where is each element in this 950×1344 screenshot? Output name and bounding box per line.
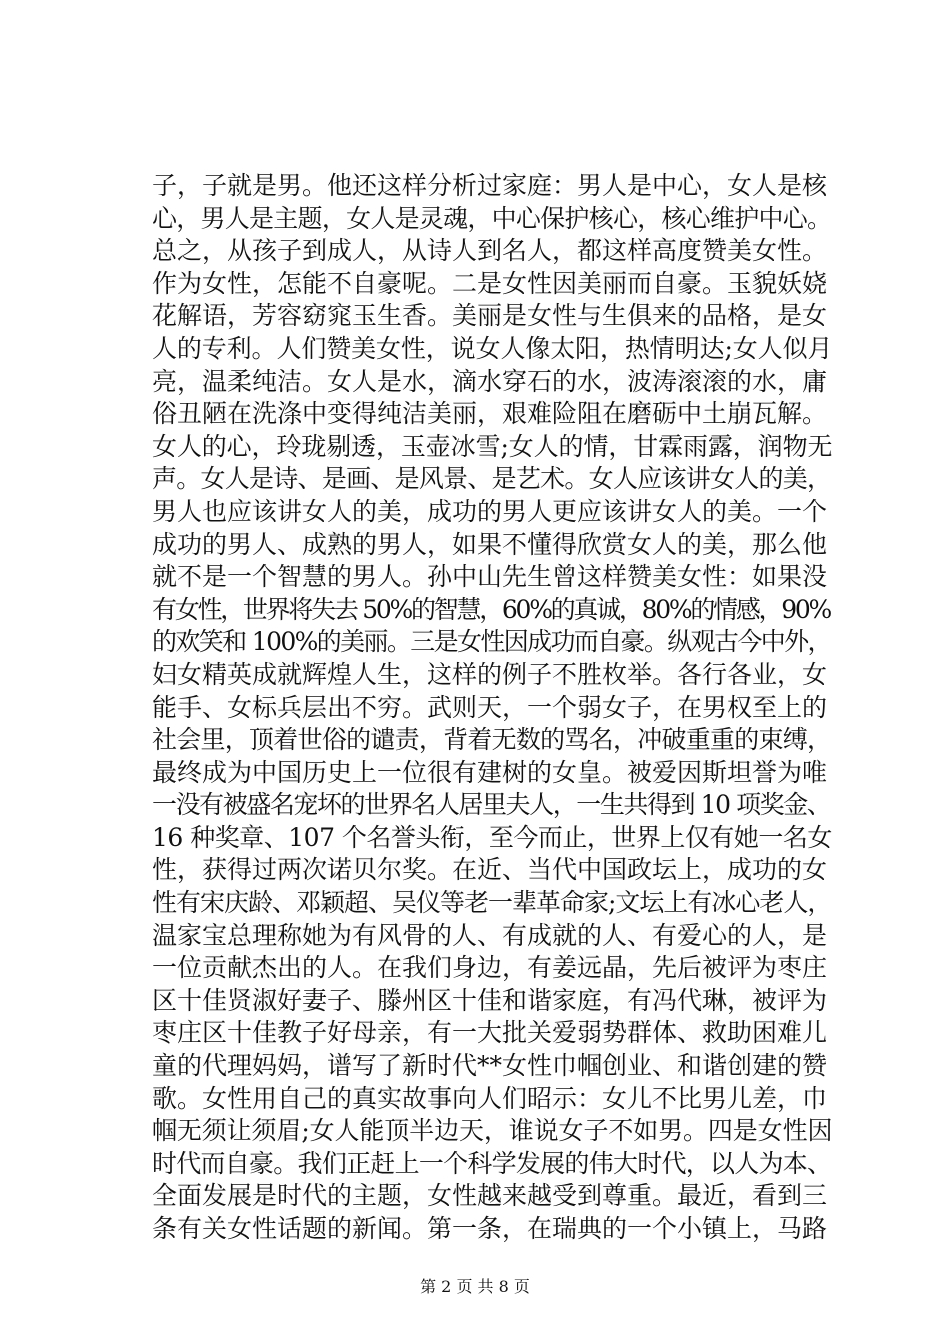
text-line: 亮，温柔纯洁。女人是水，滴水穿石的水，波涛滚滚的水，庸	[152, 366, 828, 396]
text-line: 男人也应该讲女人的美，成功的男人更应该讲女人的美。一个	[152, 496, 828, 526]
text-line: 性有宋庆龄、邓颖超、吴仪等老一辈革命家;文坛上有冰心老人，	[152, 888, 832, 918]
text-line: 全面发展是时代的主题，女性越来越受到尊重。最近，看到三	[152, 1181, 828, 1211]
text-line: 温家宝总理称她为有风骨的人、有成就的人、有爱心的人，是	[152, 920, 828, 950]
text-line: 声。女人是诗、是画、是风景、是艺术。女人应该讲女人的美，	[152, 464, 832, 494]
text-line: 童的代理妈妈，谱写了新时代**女性巾帼创业、和谐创建的赞	[152, 1051, 828, 1081]
text-line: 俗丑陋在洗涤中变得纯洁美丽，艰难险阻在磨砺中土崩瓦解。	[152, 399, 828, 429]
text-line: 时代而自豪。我们正赶上一个科学发展的伟大时代，以人为本、	[152, 1148, 832, 1178]
text-line: 性，获得过两次诺贝尔奖。在近、当代中国政坛上，成功的女	[152, 855, 828, 885]
text-line: 最终成为中国历史上一位很有建树的女皇。被爱因斯坦誉为唯	[152, 757, 828, 787]
text-line: 心，男人是主题，女人是灵魂，中心保护核心，核心维护中心。	[152, 203, 832, 233]
text-line: 枣庄区十佳教子好母亲，有一大批关爱弱势群体、救助困难儿	[152, 1018, 828, 1048]
text-line: 16 种奖章、107 个名誉头衔，至今而止，世界上仅有她一名女	[152, 822, 832, 852]
text-line: 花解语，芳容窈窕玉生香。美丽是女性与生俱来的品格，是女	[152, 301, 828, 331]
text-line: 妇女精英成就辉煌人生，这样的例子不胜枚举。各行各业，女	[152, 659, 828, 689]
text-line: 社会里，顶着世俗的谴责，背着无数的骂名，冲破重重的束缚，	[152, 725, 832, 755]
body-text	[152, 170, 832, 1246]
text-line: 帼无须让须眉;女人能顶半边天，谁说女子不如男。四是女性因	[152, 1116, 833, 1146]
text-line: 的欢笑和 100%的美丽。三是女性因成功而自豪。纵观古今中外，	[152, 627, 831, 657]
text-line: 成功的男人、成熟的男人，如果不懂得欣赏女人的美，那么他	[152, 529, 828, 559]
text-line: 条有关女性话题的新闻。第一条，在瑞典的一个小镇上，马路	[152, 1214, 828, 1243]
text-line: 一位贡献杰出的人。在我们身边，有姜远晶，先后被评为枣庄	[152, 953, 828, 983]
text-line: 有女性，世界将失去 50%的智慧，60%的真诚，80%的情感，90%	[152, 594, 831, 624]
text-line: 子，子就是男。他还这样分析过家庭：男人是中心，女人是核	[152, 171, 828, 200]
text-line: 总之，从孩子到成人，从诗人到名人，都这样高度赞美女性。	[152, 236, 828, 266]
text-line: 区十佳贤淑好妻子、滕州区十佳和谐家庭，有冯代琳，被评为	[152, 985, 828, 1015]
text-line: 一没有被盛名宠坏的世界名人居里夫人，一生共得到 10 项奖金、	[152, 790, 831, 820]
text-line: 作为女性，怎能不自豪呢。二是女性因美丽而自豪。玉貌妖娆	[152, 268, 828, 298]
page-footer: 第 2 页 共 8 页	[420, 1277, 530, 1296]
text-line: 就不是一个智慧的男人。孙中山先生曾这样赞美女性：如果没	[152, 562, 828, 592]
text-line: 歌。女性用自己的真实故事向人们昭示：女儿不比男儿差，巾	[152, 1083, 828, 1113]
text-line: 人的专利。人们赞美女性，说女人像太阳，热情明达;女人似月	[152, 333, 833, 363]
text-line: 女人的心，玲珑剔透，玉壶冰雪;女人的情，甘霖雨露，润物无	[152, 431, 833, 461]
text-line: 能手、女标兵层出不穷。武则天，一个弱女子，在男权至上的	[152, 692, 828, 722]
